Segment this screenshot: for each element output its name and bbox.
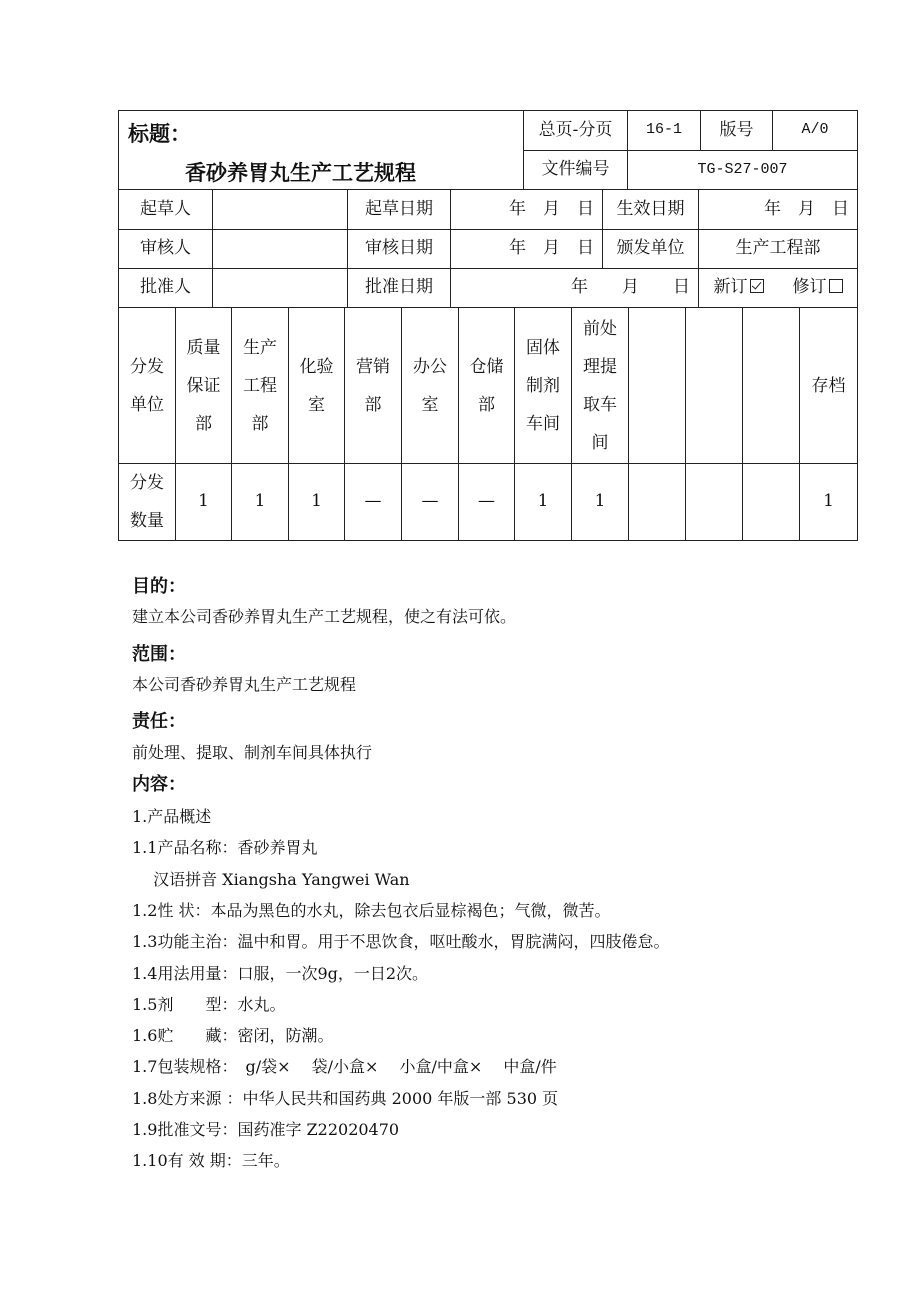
dept-count-cell xyxy=(743,464,799,540)
dept-count-cell: — xyxy=(478,491,495,512)
content-line: 1.5剂 型：水丸。 xyxy=(132,994,286,1014)
dist-count-label-line: 数量 xyxy=(130,511,164,531)
issuer-label: 颁发单位 xyxy=(616,238,685,259)
dept-name-line: 前处 xyxy=(583,318,617,339)
draft-date-label: 起草日期 xyxy=(365,198,433,219)
dept-name-cell xyxy=(515,308,571,463)
dept-count-cell: 1 xyxy=(311,491,322,512)
dept-name-cell xyxy=(743,308,799,463)
scope-heading: 范围： xyxy=(132,644,186,665)
revise-label: 修订 xyxy=(792,277,827,298)
dept-name-line: 营销 xyxy=(356,356,390,377)
dept-name-line: 生产 xyxy=(243,337,277,358)
dept-name-line: 车间 xyxy=(526,413,560,434)
dept-count-cell: — xyxy=(364,491,382,512)
effective-date-label: 生效日期 xyxy=(616,198,685,219)
new-checkbox[interactable] xyxy=(750,279,764,293)
dept-count-cell: 1 xyxy=(594,491,606,512)
dept-name-line: 存档 xyxy=(811,375,846,396)
revise-checkbox[interactable] xyxy=(829,279,843,293)
dept-name-line: 部 xyxy=(251,413,269,434)
dept-name-cell xyxy=(345,308,401,463)
approver-label: 批准人 xyxy=(140,277,191,298)
dept-name-line: 部 xyxy=(364,394,382,415)
dept-name-line: 部 xyxy=(478,394,495,415)
scope-text: 本公司香砂养胃丸生产工艺规程 xyxy=(132,675,357,694)
issuer-value: 生产工程部 xyxy=(735,238,821,259)
content-line: 1.10有 效 期：三年。 xyxy=(132,1151,290,1171)
content-line: 1.产品概述 xyxy=(132,807,212,826)
doc-no-value: TG-S27-007 xyxy=(697,160,788,178)
dept-name-cell xyxy=(629,308,685,463)
effective-date-value: 年 月 日 xyxy=(764,198,849,219)
reviewer-label: 审核人 xyxy=(140,238,191,259)
dept-count-cell: 1 xyxy=(823,491,834,512)
content-line: 1.1产品名称：香砂养胃丸 xyxy=(132,838,318,858)
version-value: A/0 xyxy=(801,121,829,139)
drafter-label: 起草人 xyxy=(140,198,191,219)
dept-name-line: 室 xyxy=(421,394,439,415)
dept-name-line: 取车 xyxy=(583,394,617,415)
dist-count-label-line: 分发 xyxy=(130,473,164,493)
dept-count-cell: — xyxy=(421,491,439,512)
dept-count-cell xyxy=(686,464,742,540)
dept-name-cell xyxy=(402,308,458,463)
dept-name-line: 化验 xyxy=(299,356,334,377)
dept-name-line: 制剂 xyxy=(526,375,560,396)
dept-count-cell: 1 xyxy=(254,491,266,512)
dept-name-line: 保证 xyxy=(186,375,221,396)
duty-heading: 责任： xyxy=(132,711,186,732)
dept-count-cell xyxy=(629,464,685,540)
purpose-heading: 目的： xyxy=(132,576,186,597)
dept-name-line: 理提 xyxy=(583,356,617,377)
new-label: 新订 xyxy=(713,277,748,298)
dept-count-cell: 1 xyxy=(198,491,209,512)
document-title: 香砂养胃丸生产工艺规程 xyxy=(185,161,416,185)
content-line: 1.2性 状：本品为黑色的水丸，除去包衣后显棕褐色；气微，微苦。 xyxy=(132,900,611,920)
approve-date-value: 年 月 日 xyxy=(571,277,690,298)
dept-name-line: 办公 xyxy=(413,356,447,377)
dept-name-cell xyxy=(572,308,628,463)
content-line: 1.3功能主治：温中和胃。用于不思饮食，呕吐酸水，胃脘满闷，四肢倦怠。 xyxy=(132,932,670,952)
approve-date-label: 批准日期 xyxy=(365,277,433,298)
dept-count-cell: 1 xyxy=(537,491,549,512)
dept-name-cell xyxy=(176,308,231,463)
dept-name-cell xyxy=(686,308,742,463)
doc-no-label: 文件编号 xyxy=(541,159,610,180)
dept-name-line: 室 xyxy=(308,394,325,415)
dept-name-cell xyxy=(459,308,514,463)
dept-name-line: 间 xyxy=(591,432,609,453)
dist-count-label xyxy=(119,464,175,540)
content-line: 1.7包装规格： g/袋× 袋/小盒× 小盒/中盒× 中盒/件 xyxy=(132,1057,557,1077)
dept-name-line: 仓储 xyxy=(469,356,504,377)
review-date-value: 年 月 日 xyxy=(509,238,594,259)
dist-unit-label-line: 分发 xyxy=(130,356,164,377)
dept-name-cell xyxy=(289,308,344,463)
dept-name-cell xyxy=(800,308,857,463)
content-line: 汉语拼音 Xiangsha Yangwei Wan xyxy=(132,869,410,889)
review-date-label: 审核日期 xyxy=(365,238,433,259)
dept-name-cell xyxy=(232,308,288,463)
new-option[interactable] xyxy=(714,277,764,298)
revision-type xyxy=(699,269,857,307)
revise-option[interactable] xyxy=(793,277,843,298)
content-line: 1.9批准文号：国药准字 Z22020470 xyxy=(132,1120,400,1139)
dept-name-line: 部 xyxy=(195,413,212,434)
dept-name-line: 固体 xyxy=(526,337,560,358)
version-label: 版号 xyxy=(719,119,754,140)
dept-name-line: 工程 xyxy=(243,375,277,396)
content-line: 1.8处方来源 ：中华人民共和国药典 2000 年版一部 530 页 xyxy=(132,1088,559,1108)
title-label: 标题： xyxy=(128,122,191,146)
dist-unit-label xyxy=(119,308,175,463)
content-line: 1.6贮 藏：密闭，防潮。 xyxy=(132,1026,334,1046)
page-value: 16-1 xyxy=(645,121,682,139)
duty-text: 前处理、提取、制剂车间具体执行 xyxy=(132,743,373,762)
dist-unit-label-line: 单位 xyxy=(130,394,164,415)
content-line: 1.4用法用量：口服，一次9g，一日2次。 xyxy=(132,963,429,983)
dept-name-line: 质量 xyxy=(186,337,221,358)
draft-date-value: 年 月 日 xyxy=(509,198,594,219)
purpose-text: 建立本公司香砂养胃丸生产工艺规程，使之有法可依。 xyxy=(132,607,517,626)
page-label: 总页-分页 xyxy=(538,119,613,140)
content-heading: 内容： xyxy=(132,774,186,795)
